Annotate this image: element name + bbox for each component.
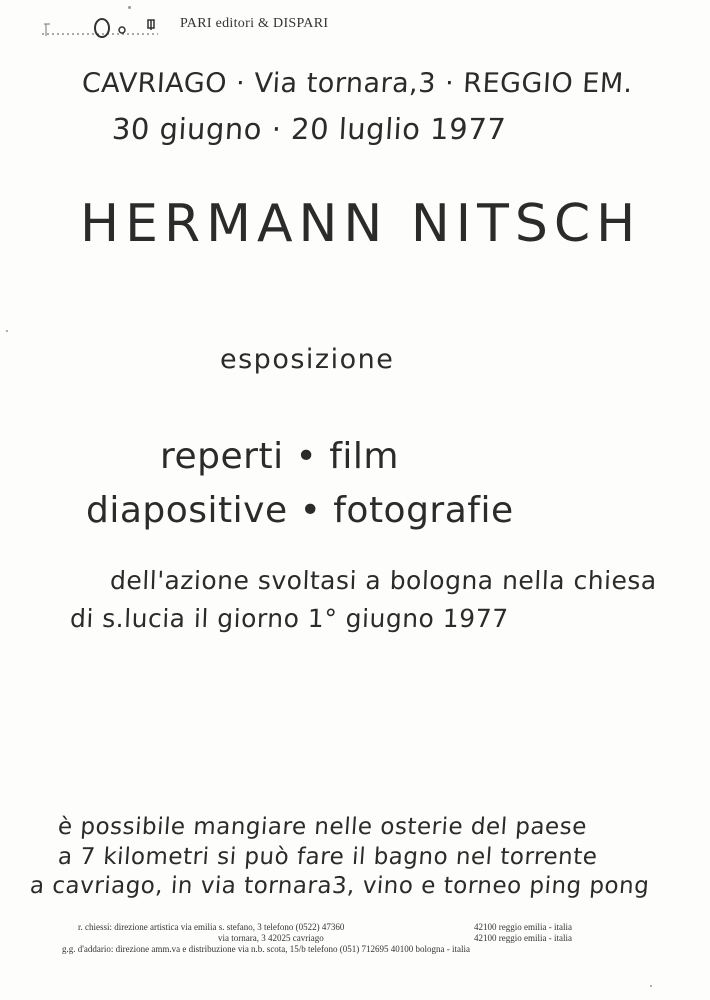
note-line-2: a 7 kilometri si può fare il bagno nel torrente: [57, 844, 599, 870]
venue-address: CAVRIAGO · Via tornara,3 · REGGIO EM.: [81, 68, 634, 99]
artist-name: HERMANN NITSCH: [80, 194, 642, 254]
footer-line-1-right: 42100 reggio emilia - italia: [474, 922, 572, 932]
paper-speck: [128, 6, 131, 9]
publisher-logo-icon: [40, 14, 160, 40]
exhibit-items-line-1: reperti • film: [160, 436, 399, 477]
footer-line-3: g.g. d'addario: direzione amm.va e distribuzione via n.b. scota, 15/b telefono (051) 712695 40100 bologna - italia: [62, 944, 471, 954]
footer-line-2-right: 42100 reggio emilia - italia: [474, 933, 572, 943]
exhibition-label: esposizione: [220, 344, 395, 375]
action-description-line-2: di s.lucia il giorno 1° giugno 1977: [69, 604, 509, 633]
paper-speck: [6, 330, 8, 332]
note-line-3: a cavriago, in via tornara3, vino e torneo ping pong: [29, 873, 651, 899]
action-description-line-1: dell'azione svoltasi a bologna nella chiesa: [109, 566, 658, 595]
exhibit-items-line-2: diapositive • fotografie: [86, 490, 514, 531]
footer-line-1-left: r. chiessi: direzione artistica via emilia s. stefano, 3 telefono (0522) 47360: [78, 922, 345, 932]
footer-line-2-left: via tornara, 3 42025 cavriago: [218, 933, 324, 943]
paper-speck: [650, 985, 652, 987]
exhibition-dates: 30 giugno · 20 luglio 1977: [111, 112, 507, 146]
note-line-1: è possibile mangiare nelle osterie del paese: [57, 814, 588, 840]
publisher-name: PARI editori & DISPARI: [180, 16, 329, 31]
